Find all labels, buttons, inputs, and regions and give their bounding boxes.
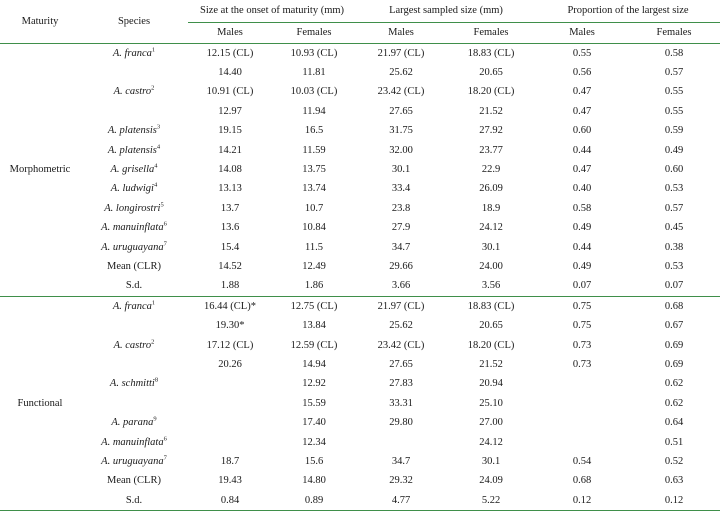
proportion-males-cell: 0.55	[572, 47, 592, 59]
onset-males-cell: 14.21	[218, 144, 242, 156]
onset-males-cell: 0.84	[188, 491, 272, 511]
proportion-males-cell: 0.75	[572, 320, 592, 332]
proportion-males-cell: 0.47	[572, 86, 592, 98]
largest-females-cell: 22.9	[481, 164, 501, 176]
table-row	[0, 238, 720, 257]
reference-superscript: 7	[163, 240, 167, 248]
proportion-males-cell: 0.07	[536, 277, 628, 297]
onset-males-cell: 14.08	[218, 164, 242, 176]
species-cell	[80, 277, 188, 297]
species-name: A. manuinflata	[101, 222, 164, 234]
header-largest-males: Males	[356, 23, 446, 44]
species-cell	[80, 180, 188, 199]
table-row	[0, 316, 720, 335]
proportion-females-cell: 0.59	[664, 125, 684, 137]
largest-females-cell: 18.20 (CL)	[467, 86, 515, 98]
reference-superscript: 1	[151, 299, 156, 307]
onset-females-cell: 10.7	[304, 202, 324, 214]
reference-superscript: 1	[151, 46, 156, 54]
onset-males-cell: 18.7	[220, 455, 240, 467]
largest-males-cell: 23.42 (CL)	[377, 339, 425, 351]
largest-males-cell: 21.97 (CL)	[377, 300, 425, 312]
species-cell	[80, 491, 188, 511]
reference-superscript: 2	[151, 338, 155, 346]
onset-males-cell: 13.13	[218, 183, 242, 195]
proportion-males-cell	[536, 413, 628, 432]
onset-females-cell: 12.59 (CL)	[290, 339, 338, 351]
proportion-males-cell: 0.73	[572, 339, 592, 351]
header-largest-females: Females	[446, 23, 536, 44]
proportion-females-cell: 0.69	[664, 358, 684, 370]
onset-females-cell: 16.5	[304, 125, 324, 137]
proportion-females-cell: 0.63	[664, 475, 684, 487]
largest-females-cell: 18.9	[481, 202, 501, 214]
onset-females-cell: 12.75 (CL)	[290, 300, 338, 312]
largest-females-cell: 20.65	[479, 320, 503, 332]
largest-females-cell: 18.20 (CL)	[467, 339, 515, 351]
onset-females-cell: 13.75	[302, 164, 326, 176]
table-row	[0, 472, 720, 491]
proportion-males-cell: 0.44	[572, 241, 592, 253]
onset-males-cell: 17.12 (CL)	[206, 339, 254, 351]
largest-females-cell: 30.1	[481, 241, 501, 253]
species-name: A. castro	[113, 339, 152, 351]
species-name: Mean (CLR)	[107, 475, 161, 487]
species-name: Mean (CLR)	[107, 260, 161, 272]
proportion-females-cell: 0.58	[664, 47, 684, 59]
onset-females-cell: 12.34	[302, 436, 326, 448]
species-name: A. parana	[111, 417, 154, 429]
largest-males-cell: 27.65	[389, 358, 413, 370]
onset-males-cell: 12.15 (CL)	[206, 47, 254, 59]
largest-females-cell: 25.10	[479, 397, 503, 409]
species-cell	[80, 375, 188, 394]
proportion-females-cell: 0.62	[664, 378, 684, 390]
onset-males-cell: 20.26	[218, 358, 242, 370]
largest-females-cell: 27.00	[479, 417, 503, 429]
species-name: A. schmitti	[109, 378, 155, 390]
largest-females-cell: 24.00	[479, 260, 503, 272]
largest-females-cell: 5.22	[446, 491, 536, 511]
onset-females-cell: 11.59	[302, 144, 326, 156]
proportion-males-cell	[536, 375, 628, 394]
species-name: A. ludwigi	[110, 183, 154, 195]
species-cell	[80, 355, 188, 374]
header-proportion: Proportion of the largest size	[536, 0, 720, 23]
proportion-females-cell: 0.07	[628, 277, 720, 297]
proportion-males-cell: 0.73	[572, 358, 592, 370]
table-row	[0, 277, 720, 297]
largest-males-cell: 34.7	[391, 455, 411, 467]
species-cell	[80, 257, 188, 276]
species-cell	[80, 336, 188, 355]
onset-females-cell: 15.6	[304, 455, 324, 467]
proportion-females-cell: 0.45	[664, 222, 684, 234]
species-cell	[80, 83, 188, 102]
species-name: A. platensis	[107, 125, 157, 137]
largest-females-cell: 23.77	[479, 144, 503, 156]
header-maturity: Maturity	[0, 0, 80, 44]
header-largest: Largest sampled size (mm)	[356, 0, 536, 23]
proportion-males-cell	[536, 394, 628, 413]
species-name: A. manuinflata	[101, 436, 164, 448]
onset-males-cell	[188, 413, 272, 432]
reference-superscript: 5	[160, 201, 164, 209]
proportion-females-cell: 0.60	[664, 164, 684, 176]
onset-males-cell: 19.15	[218, 125, 242, 137]
species-name: A. longirostri	[104, 202, 161, 214]
maturity-group-label: Morphometric	[0, 44, 80, 297]
largest-males-cell: 33.31	[389, 397, 413, 409]
proportion-females-cell: 0.62	[664, 397, 684, 409]
maturity-group-label: Functional	[0, 297, 80, 511]
largest-males-cell: 33.4	[391, 183, 411, 195]
reference-superscript: 7	[163, 454, 167, 462]
header-onset-females: Females	[272, 23, 356, 44]
species-cell	[80, 413, 188, 432]
table-row	[0, 491, 720, 511]
reference-superscript: 6	[163, 435, 167, 442]
onset-females-cell: 17.40	[302, 417, 326, 429]
largest-females-cell: 24.09	[479, 475, 503, 487]
proportion-males-cell: 0.47	[572, 105, 592, 117]
largest-females-cell: 30.1	[481, 455, 501, 467]
proportion-males-cell: 0.49	[572, 222, 592, 234]
species-name: A. platensis	[107, 144, 157, 156]
proportion-males-cell: 0.40	[572, 183, 592, 195]
largest-females-cell: 21.52	[479, 105, 503, 117]
species-cell	[80, 297, 188, 317]
onset-females-cell: 10.84	[302, 222, 326, 234]
onset-males-cell: 1.88	[188, 277, 272, 297]
largest-males-cell: 21.97 (CL)	[377, 47, 425, 59]
largest-females-cell: 24.12	[479, 222, 503, 234]
largest-females-cell: 27.92	[479, 125, 503, 137]
largest-females-cell: 18.83 (CL)	[467, 47, 515, 59]
onset-females-cell: 14.94	[302, 358, 326, 370]
proportion-females-cell: 0.57	[664, 67, 684, 79]
proportion-females-cell: 0.57	[664, 202, 684, 214]
species-cell	[80, 316, 188, 335]
largest-males-cell: 25.62	[389, 67, 413, 79]
proportion-males-cell: 0.12	[536, 491, 628, 511]
onset-males-cell: 13.6	[220, 222, 240, 234]
reference-superscript: 2	[151, 84, 155, 92]
onset-females-cell: 11.5	[305, 241, 323, 253]
header-proportion-females: Females	[628, 23, 720, 44]
onset-males-cell	[188, 394, 272, 413]
proportion-males-cell: 0.75	[572, 300, 592, 312]
largest-males-cell: 30.1	[391, 164, 411, 176]
reference-superscript: 4	[154, 162, 158, 170]
table-row	[0, 375, 720, 394]
species-name: A. grisella	[110, 164, 155, 176]
largest-males-cell: 29.80	[389, 417, 413, 429]
table-row	[0, 44, 720, 64]
onset-females-cell: 14.80	[302, 475, 326, 487]
table-row	[0, 413, 720, 432]
largest-females-cell: 3.56	[446, 277, 536, 297]
onset-females-cell: 11.81	[302, 67, 326, 79]
table-row	[0, 433, 720, 452]
table-body	[0, 44, 720, 511]
proportion-males-cell: 0.47	[572, 164, 592, 176]
proportion-males-cell: 0.58	[572, 202, 592, 214]
largest-females-cell: 24.12	[479, 436, 503, 448]
proportion-females-cell: 0.53	[664, 183, 684, 195]
table-row	[0, 141, 720, 160]
largest-females-cell: 20.94	[479, 378, 503, 390]
proportion-females-cell: 0.53	[664, 260, 684, 272]
species-cell	[80, 141, 188, 160]
proportion-females-cell: 0.12	[628, 491, 720, 511]
species-cell	[80, 472, 188, 491]
onset-females-cell: 15.59	[302, 397, 326, 409]
table-row	[0, 63, 720, 82]
species-name: A. uruguayana	[101, 241, 164, 253]
largest-males-cell: 29.32	[389, 475, 413, 487]
header-onset-males: Males	[188, 23, 272, 44]
reference-superscript: 9	[153, 415, 157, 423]
proportion-males-cell: 0.54	[572, 455, 592, 467]
table-row	[0, 257, 720, 276]
onset-males-cell: 12.97	[218, 105, 242, 117]
species-cell	[80, 63, 188, 82]
table-row	[0, 394, 720, 413]
species-cell	[80, 160, 188, 179]
proportion-females-cell: 0.38	[664, 241, 684, 253]
onset-males-cell	[188, 433, 272, 452]
table-row	[0, 355, 720, 374]
table-row	[0, 180, 720, 199]
species-cell	[80, 219, 188, 238]
largest-males-cell: 4.77	[356, 491, 446, 511]
proportion-males-cell: 0.49	[572, 260, 592, 272]
proportion-males-cell	[536, 433, 628, 452]
onset-males-cell: 15.4	[220, 241, 240, 253]
header-species: Species	[80, 0, 188, 44]
species-cell	[80, 44, 188, 64]
proportion-males-cell: 0.68	[572, 475, 592, 487]
largest-males-cell: 27.65	[389, 105, 413, 117]
proportion-males-cell: 0.44	[572, 144, 592, 156]
species-name: S.d.	[125, 280, 143, 292]
species-cell	[80, 122, 188, 141]
largest-males-cell: 27.83	[389, 378, 413, 390]
largest-males-cell: 31.75	[389, 125, 413, 137]
proportion-males-cell: 0.56	[572, 67, 592, 79]
onset-males-cell	[188, 375, 272, 394]
species-cell	[80, 394, 188, 413]
onset-females-cell: 0.89	[272, 491, 356, 511]
table-row	[0, 102, 720, 121]
proportion-females-cell: 0.69	[664, 339, 684, 351]
species-name: A. franca	[112, 47, 152, 59]
table-row	[0, 160, 720, 179]
table-row	[0, 83, 720, 102]
species-cell	[80, 433, 188, 452]
species-cell	[80, 199, 188, 218]
proportion-females-cell: 0.64	[664, 417, 684, 429]
proportion-females-cell: 0.68	[664, 300, 684, 312]
species-name: S.d.	[125, 494, 143, 506]
table-row	[0, 122, 720, 141]
species-cell	[80, 452, 188, 471]
table-row	[0, 297, 720, 317]
largest-females-cell: 26.09	[479, 183, 503, 195]
onset-females-cell: 13.74	[302, 183, 326, 195]
reference-superscript: 8	[154, 376, 159, 384]
onset-females-cell: 10.93 (CL)	[290, 47, 338, 59]
onset-males-cell: 14.52	[218, 260, 242, 272]
onset-females-cell: 12.92	[302, 378, 326, 390]
proportion-females-cell: 0.52	[664, 455, 684, 467]
onset-females-cell: 12.49	[302, 260, 326, 272]
largest-males-cell: 23.8	[391, 202, 411, 214]
species-name: A. franca	[112, 300, 152, 312]
onset-females-cell: 10.03 (CL)	[290, 86, 338, 98]
table-row	[0, 219, 720, 238]
largest-males-cell: 27.9	[391, 222, 411, 234]
largest-males-cell: 3.66	[356, 277, 446, 297]
header-proportion-males: Males	[536, 23, 628, 44]
largest-males-cell: 29.66	[389, 260, 413, 272]
reference-superscript: 4	[153, 181, 158, 189]
largest-males-cell: 34.7	[391, 241, 411, 253]
largest-females-cell: 21.52	[479, 358, 503, 370]
proportion-females-cell: 0.55	[664, 86, 684, 98]
onset-males-cell: 16.44 (CL)*	[204, 300, 256, 312]
proportion-males-cell: 0.60	[572, 125, 592, 137]
onset-males-cell: 14.40	[218, 67, 242, 79]
onset-males-cell: 19.30*	[215, 320, 245, 332]
table-row	[0, 452, 720, 471]
reference-superscript: 3	[156, 123, 161, 131]
onset-females-cell: 11.94	[302, 105, 326, 117]
largest-males-cell: 32.00	[389, 144, 413, 156]
onset-males-cell: 19.43	[218, 475, 242, 487]
onset-females-cell: 1.86	[272, 277, 356, 297]
proportion-females-cell: 0.67	[664, 320, 684, 332]
header-onset: Size at the onset of maturity (mm)	[188, 0, 356, 23]
largest-females-cell: 18.83 (CL)	[467, 300, 515, 312]
reference-superscript: 6	[163, 220, 167, 228]
species-name: A. castro	[113, 86, 152, 98]
onset-females-cell: 13.84	[302, 320, 326, 332]
proportion-females-cell: 0.49	[664, 144, 684, 156]
proportion-females-cell: 0.55	[664, 105, 684, 117]
species-cell	[80, 102, 188, 121]
largest-females-cell: 20.65	[479, 67, 503, 79]
largest-males-cell	[356, 433, 446, 452]
species-name: A. uruguayana	[101, 455, 164, 467]
largest-males-cell: 25.62	[389, 320, 413, 332]
table-row	[0, 199, 720, 218]
species-cell	[80, 238, 188, 257]
onset-males-cell: 10.91 (CL)	[206, 86, 254, 98]
reference-superscript: 4	[156, 143, 161, 151]
onset-males-cell: 13.7	[220, 202, 240, 214]
proportion-females-cell: 0.51	[664, 436, 684, 448]
table-row	[0, 336, 720, 355]
largest-males-cell: 23.42 (CL)	[377, 86, 425, 98]
